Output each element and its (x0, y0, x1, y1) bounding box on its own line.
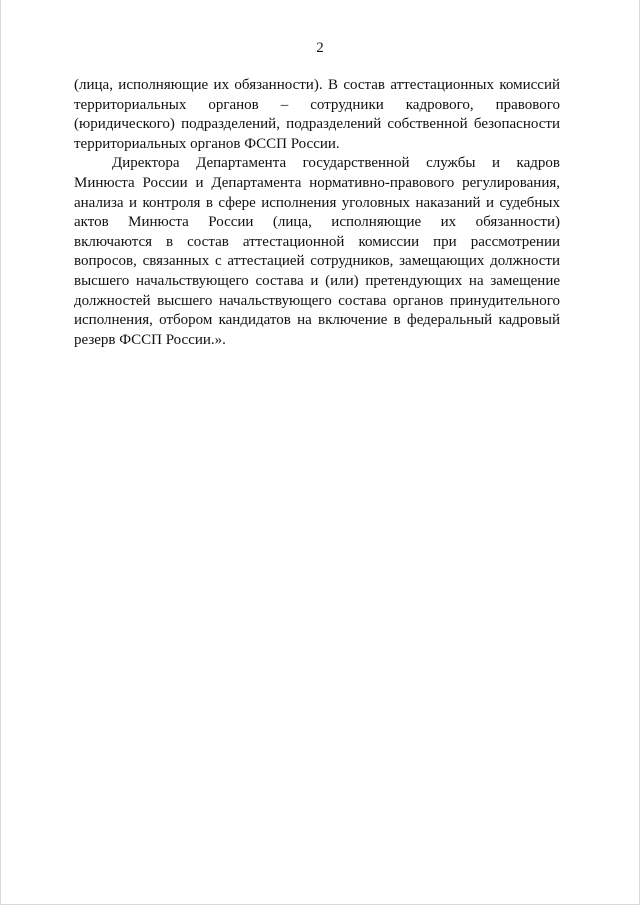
text-line: высшего начальствующего состава и (или) претендующих на замещение (74, 272, 560, 289)
text-line: должностей высшего начальствующего состава органов принудительного (74, 292, 560, 309)
text-line: территориальных органов ФССП России. (74, 135, 340, 152)
text-line: Директора Департамента государственной службы и кадров (112, 155, 560, 172)
text-line: исполнения, отбором кандидатов на включение в федеральный кадровый (74, 312, 560, 329)
document-body (74, 76, 560, 350)
text-line: (юридического) подразделений, подразделений собственной безопасности (74, 116, 560, 133)
text-line: анализа и контроля в сфере исполнения уголовных наказаний и судебных (74, 194, 560, 211)
text-line: (лица, исполняющие их обязанности). В состав аттестационных комиссий (74, 77, 560, 93)
text-line: включаются в состав аттестационной комиссии при рассмотрении (74, 233, 560, 250)
text-line: актов Минюста России (лица, исполняющие их обязанности) (74, 214, 560, 231)
text-line: территориальных органов – сотрудники кадрового, правового (74, 96, 560, 113)
paragraph-2 (74, 154, 560, 350)
text-line: Минюста России и Департамента нормативно-правового регулирования, (74, 174, 560, 191)
paragraph-1 (74, 76, 560, 154)
text-line: резерв ФССП России.». (74, 331, 226, 348)
text-line: вопросов, связанных с аттестацией сотрудников, замещающих должности (74, 253, 560, 270)
page-number: 2 (316, 40, 324, 56)
